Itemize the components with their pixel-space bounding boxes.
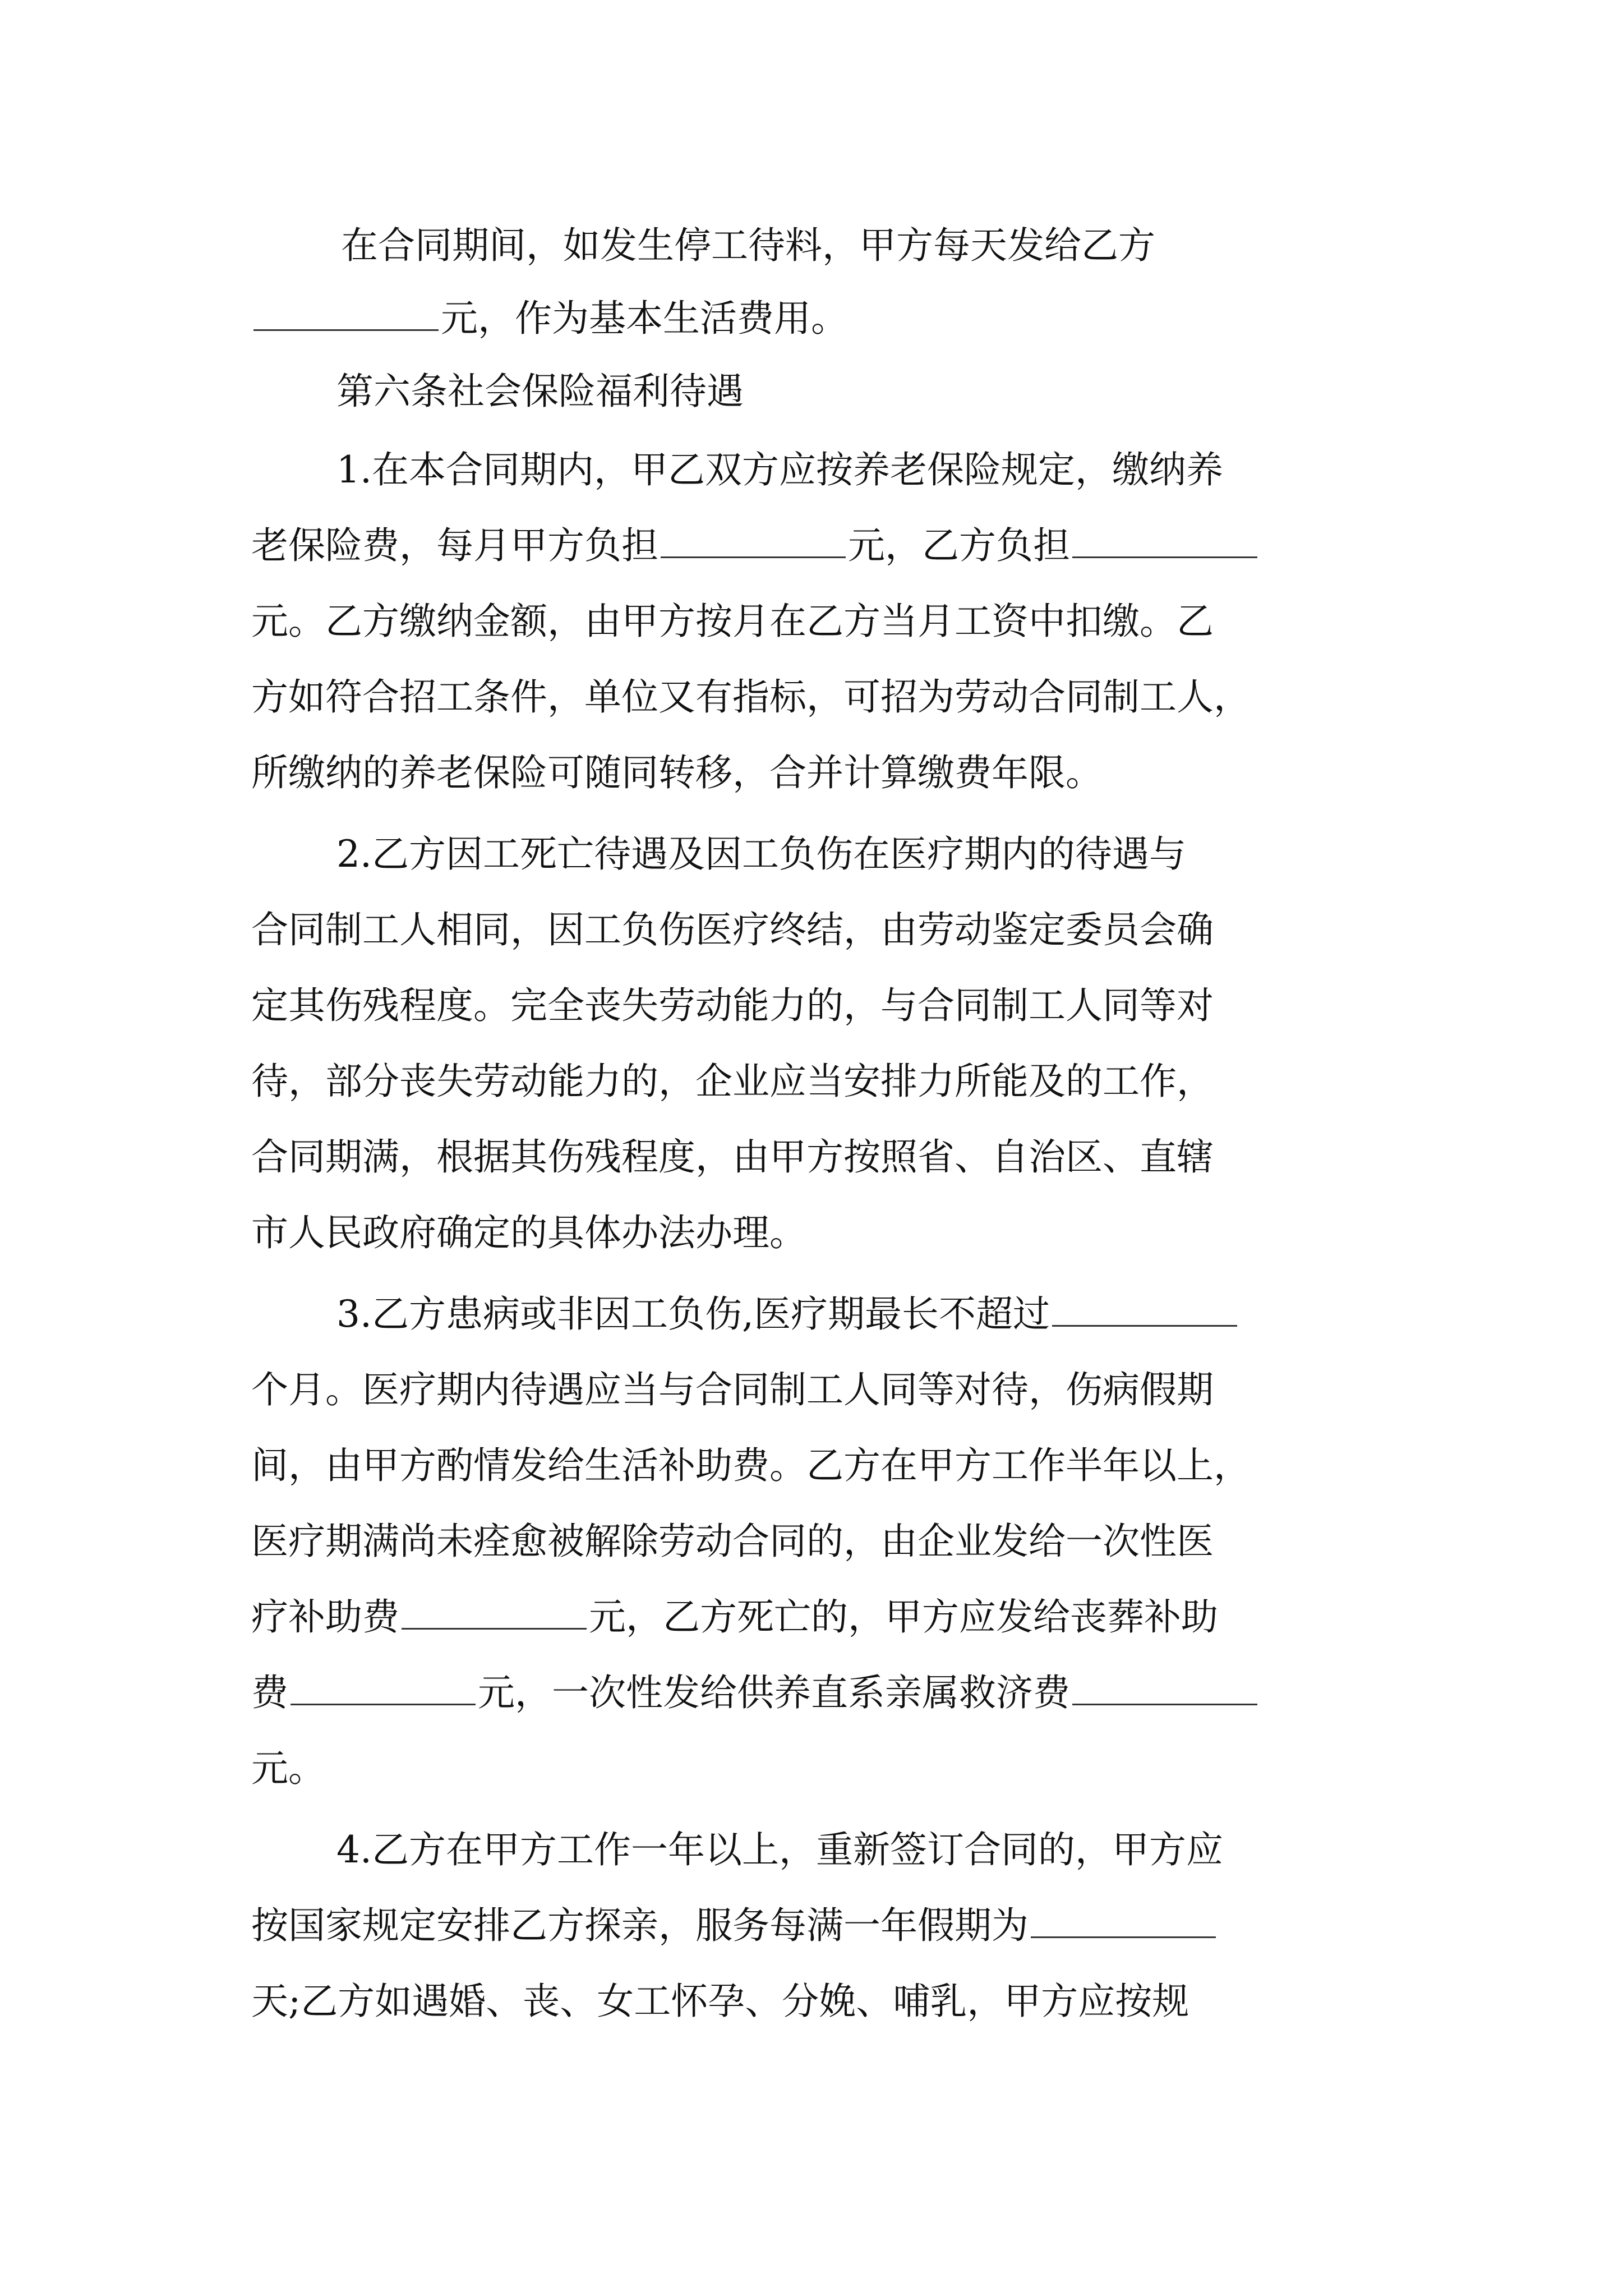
text: 元。乙方缴纳金额，由甲方按月在乙方当月工资中扣缴。乙 — [251, 600, 1214, 643]
text: 合同制工人相同，因工负伤医疗终结，由劳动鉴定委员会确 — [251, 908, 1214, 951]
text: 定其伤残程度。完全丧失劳动能力的，与合同制工人同等对 — [251, 984, 1214, 1027]
text: 待，部分丧失劳动能力的，企业应当安排力所能及的工作， — [251, 1060, 1214, 1103]
paragraph-line — [251, 515, 1373, 577]
text: 元，一次性发给供养直系亲属救济费 — [478, 1671, 1070, 1714]
text: 元。 — [251, 1747, 325, 1790]
paragraph-line — [251, 975, 1373, 1037]
text: 所缴纳的养老保险可随同转移，合并计算缴费年限。 — [251, 751, 1103, 794]
paragraph-line — [251, 1895, 1373, 1957]
paragraph-line — [251, 1051, 1373, 1112]
paragraph-line — [251, 1586, 1373, 1648]
text: 按国家规定安排乙方探亲，服务每满一年假期为 — [251, 1904, 1029, 1947]
text: 方如符合招工条件，单位又有指标，可招为劳动合同制工人， — [251, 675, 1251, 719]
heading-text: 第六条社会保险福利待遇 — [336, 370, 744, 413]
text: 天;乙方如遇婚、丧、女工怀孕、分娩、哺乳，甲方应按规 — [251, 1980, 1189, 2023]
text: 间，由甲方酌情发给生活补助费。乙方在甲方工作半年以上， — [251, 1444, 1251, 1487]
paragraph-line — [251, 1126, 1373, 1188]
section-heading — [336, 361, 1458, 422]
paragraph-line — [251, 288, 1373, 349]
text: 疗补助费 — [251, 1595, 399, 1639]
fill-blank[interactable] — [1072, 524, 1257, 558]
paragraph-line — [251, 1511, 1373, 1572]
text: 老保险费，每月甲方负担 — [251, 524, 658, 567]
paragraph-line — [251, 1662, 1373, 1724]
paragraph-line — [251, 1971, 1373, 2032]
fill-blank[interactable] — [1052, 1292, 1237, 1327]
paragraph-line — [336, 823, 1458, 885]
text: 在合同期间，如发生停工待料，甲方每天发给乙方 — [341, 224, 1155, 267]
text: 个月。医疗期内待遇应当与合同制工人同等对待，伤病假期 — [251, 1368, 1214, 1411]
fill-blank[interactable] — [253, 297, 439, 331]
text: 元，乙方死亡的，甲方应发给丧葬补助 — [589, 1595, 1218, 1639]
paragraph-line — [251, 899, 1373, 961]
paragraph-line — [251, 591, 1373, 652]
text: 市人民政府确定的具体办法办理。 — [251, 1211, 806, 1254]
fill-blank[interactable] — [1072, 1671, 1257, 1705]
text: 3.乙方患病或非因工负伤,医疗期最长不超过 — [336, 1292, 1050, 1336]
text: 元，作为基本生活费用。 — [441, 297, 848, 340]
text: 2.乙方因工死亡待遇及因工负伤在医疗期内的待遇与 — [336, 832, 1186, 876]
text: 1.在本合同期内，甲乙双方应按养老保险规定，缴纳养 — [336, 448, 1223, 491]
fill-blank[interactable] — [291, 1671, 476, 1705]
paragraph-line — [341, 215, 1463, 277]
text: 元，乙方负担 — [848, 524, 1070, 567]
paragraph-line — [336, 1283, 1458, 1345]
paragraph-line — [251, 666, 1373, 728]
paragraph-line — [251, 1738, 1373, 1800]
text: 4.乙方在甲方工作一年以上，重新签订合同的，甲方应 — [336, 1828, 1223, 1871]
paragraph-line — [251, 1202, 1373, 1264]
fill-blank[interactable] — [1031, 1904, 1216, 1938]
text: 费 — [251, 1671, 288, 1714]
paragraph-line — [251, 1359, 1373, 1421]
fill-blank[interactable] — [661, 524, 846, 558]
paragraph-line — [251, 1435, 1373, 1497]
paragraph-line — [251, 742, 1373, 804]
paragraph-line — [336, 439, 1458, 501]
fill-blank[interactable] — [402, 1595, 587, 1630]
text: 医疗期满尚未痊愈被解除劳动合同的，由企业发给一次性医 — [251, 1520, 1214, 1563]
text: 合同期满，根据其伤残程度，由甲方按照省、自治区、直辖 — [251, 1135, 1214, 1179]
paragraph-line — [336, 1819, 1458, 1881]
